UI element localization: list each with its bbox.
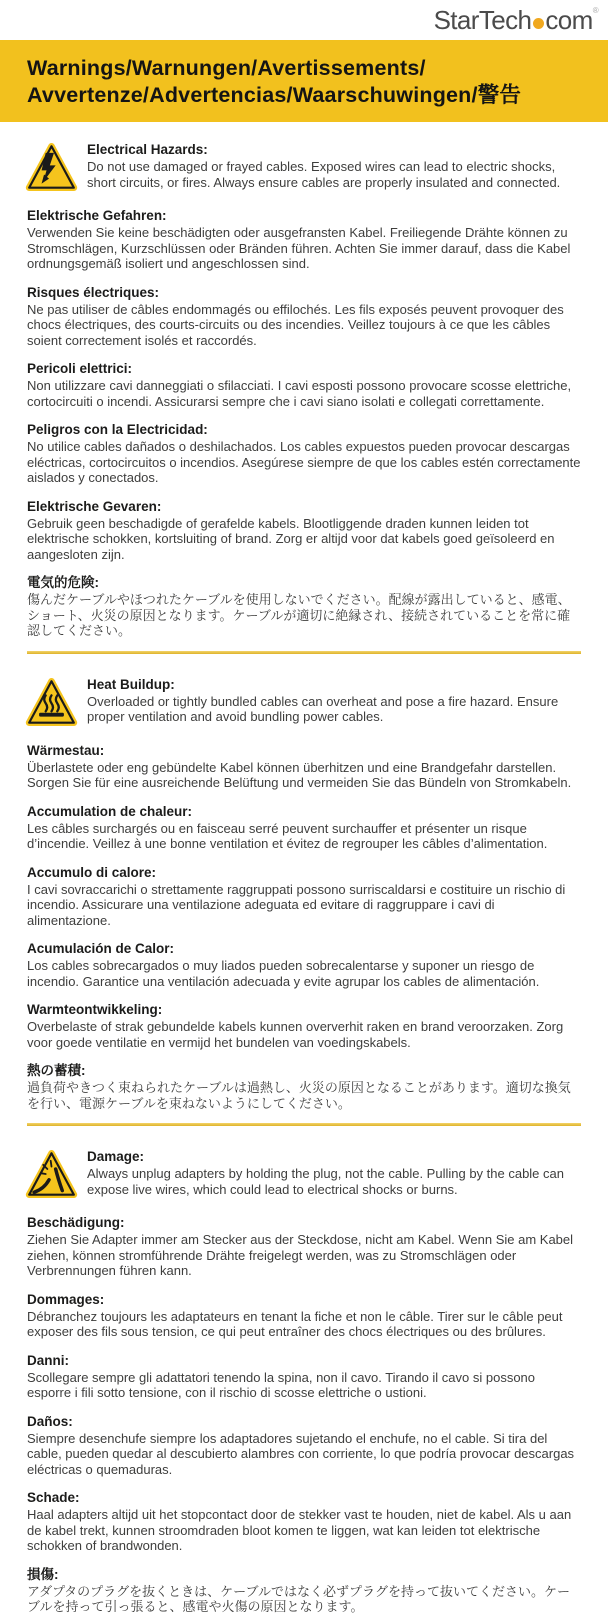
paragraph-body: I cavi sovraccarichi o strettamente raggruppati possono surriscaldarsi e costituire un rischio di incendio. Assicurare una ventilazione adeguata ed evitare di raggruppare i cavi di alimentazione. bbox=[27, 881, 566, 928]
heat-hazard-icon bbox=[25, 674, 78, 730]
section-lead bbox=[25, 674, 581, 730]
paragraph-body: Haal adapters altijd uit het stopcontact door de stekker vast te houden, niet de kabel. Als u aan de kabel trekt, kunnen stroomdraden bloot komen te liggen, wat kan leiden tot elektrische schokken of brandwonden. bbox=[27, 1507, 572, 1553]
section-electrical-hazards bbox=[27, 139, 581, 639]
section-heat-buildup bbox=[27, 674, 581, 1112]
paragraph-title: Schade: bbox=[27, 1490, 80, 1505]
paragraph-body: Siempre desenchufe siempre los adaptadores sujetando el enchufe, no el cable. Si tira del cable, pueden quedar al descubierto alambres con corriente, lo que podría provocar descargas eléctricas o quemaduras. bbox=[27, 1430, 575, 1477]
language-paragraph bbox=[27, 422, 581, 486]
paragraph-title: Risques électriques: bbox=[27, 284, 160, 300]
paragraph-title: Danni: bbox=[27, 1352, 69, 1368]
section-divider bbox=[27, 651, 581, 654]
paragraph-title: Daños: bbox=[27, 1413, 73, 1429]
paragraph-title: Pericoli elettrici: bbox=[27, 361, 133, 376]
header bbox=[0, 0, 608, 40]
paragraph-body: アダプタのプラグを抜くときは、ケーブルではなく必ずプラグを持って抜いてください。ケーブルを持って引っ張ると、感電や火傷の原因となります。 bbox=[27, 1583, 571, 1614]
language-paragraphs bbox=[27, 1215, 581, 1615]
section-divider bbox=[27, 1123, 581, 1126]
language-paragraph bbox=[27, 804, 581, 852]
paragraph-title: Warmteontwikkeling: bbox=[27, 1002, 163, 1017]
logo-dot-icon bbox=[533, 18, 544, 29]
language-paragraph bbox=[27, 1414, 581, 1478]
paragraph-body: Les câbles surchargés ou en faisceau serré peuvent surchauffer et présenter un risque d’incendie. Veillez à une bonne ventilation et évitez de regrouper les câbles d’alimentation. bbox=[27, 820, 548, 851]
paragraph-body: Scollegare sempre gli adattatori tenendo la spina, non il cavo. Tirando il cavo si possono esporre i fili sotto tensione, con il rischio di scosse elettriche o ustioni. bbox=[27, 1369, 536, 1400]
language-paragraph bbox=[27, 361, 581, 409]
paragraph-title: 熱の蓄積: bbox=[27, 1063, 86, 1078]
paragraph-body: Verwenden Sie keine beschädigten oder ausgefransten Kabel. Freiliegende Drähte können zu Stromschlägen, Kurzschlüssen oder Bränden führen. Achten Sie immer darauf, dass die Kabel ordnungsgemäß isoliert und angeschlossen sind. bbox=[27, 225, 571, 271]
language-paragraph bbox=[27, 285, 581, 349]
paragraph-title: Accumulo di calore: bbox=[27, 864, 157, 880]
language-paragraph bbox=[27, 208, 581, 272]
startech-logo bbox=[434, 7, 598, 33]
section-lead bbox=[25, 1146, 581, 1202]
section-damage bbox=[27, 1146, 581, 1615]
registered-mark: ® bbox=[592, 6, 598, 15]
banner-title-line1: Warnings/Warnungen/Avertissements/ bbox=[27, 56, 426, 80]
paragraph-title: Peligros con la Electricidad: bbox=[27, 422, 208, 437]
section-title: Damage: bbox=[87, 1149, 145, 1164]
language-paragraph bbox=[27, 1353, 581, 1401]
paragraph-body: Débranchez toujours les adaptateurs en tenant la fiche et non le câble. Tirer sur le câble peut exposer des fils sous tension, ce qui peut entraîner des chocs électriques ou des brûlures. bbox=[27, 1308, 563, 1339]
paragraph-title: 損傷: bbox=[27, 1566, 59, 1582]
paragraph-body: Ne pas utiliser de câbles endommagés ou effilochés. Les fils exposés peuvent provoquer des chocs électriques, des courts-circuits ou des incendies. Veillez toujours à ce que les câbles soient correctement isolés et raccordés. bbox=[27, 301, 564, 348]
language-paragraph bbox=[27, 941, 581, 989]
paragraph-body: Overbelaste of strak gebundelde kabels kunnen oververhit raken en brand veroorzaken. Zorg voor goede ventilatie en vermijd het bundelen van voedingskabels. bbox=[27, 1019, 564, 1050]
language-paragraphs bbox=[27, 208, 581, 639]
language-paragraph bbox=[27, 1215, 581, 1279]
paragraph-title: Beschädigung: bbox=[27, 1215, 125, 1230]
language-paragraph bbox=[27, 1567, 581, 1615]
paragraph-body: No utilice cables dañados o deshilachados. Los cables expuestos pueden provocar descargas eléctricas, cortocircuitos o incendios. Asegúrese siempre de que los cables estén correctamente aislados y conectados. bbox=[27, 439, 581, 485]
section-lead-body: Overloaded or tightly bundled cables can overheat and pose a fire hazard. Ensure proper ventilation and avoid bundling power cables. bbox=[87, 693, 559, 724]
electric-hazard-icon bbox=[25, 139, 78, 195]
banner-title-line2: Avvertenze/Advertencias/Waarschuwingen/警告 bbox=[27, 83, 522, 107]
warnings-banner bbox=[0, 40, 608, 122]
section-lead-body: Do not use damaged or frayed cables. Exposed wires can lead to electric shocks, short circuits, or fires. Always ensure cables are properly insulated and connected. bbox=[87, 159, 561, 190]
paragraph-title: Elektrische Gevaren: bbox=[27, 498, 162, 514]
paragraph-title: Elektrische Gefahren: bbox=[27, 208, 167, 223]
section-title: Electrical Hazards: bbox=[87, 142, 208, 157]
paragraph-title: Acumulación de Calor: bbox=[27, 941, 175, 956]
language-paragraph bbox=[27, 575, 581, 639]
logo-text-com: com bbox=[545, 5, 593, 35]
paragraph-body: 過負荷やきつく束ねられたケーブルは過熱し、火災の原因となることがあります。適切な換気を行い、電源ケーブルを束ねないようにしてください。 bbox=[27, 1080, 571, 1111]
paragraph-title: Accumulation de chaleur: bbox=[27, 803, 193, 819]
section-lead-body: Always unplug adapters by holding the plug, not the cable. Pulling by the cable can expose live wires, which could lead to electrical shocks or burns. bbox=[87, 1166, 564, 1197]
language-paragraphs bbox=[27, 743, 581, 1112]
paragraph-body: Los cables sobrecargados o muy liados pueden sobrecalentarse y suponer un riesgo de incendio. Garantice una ventilación adecuada y evite agrupar los cables de alimentación. bbox=[27, 958, 540, 989]
paragraph-body: Überlastete oder eng gebündelte Kabel können überhitzen und eine Brandgefahr darstellen. Sorgen Sie für eine ausreichende Belüftung und vermeiden Sie das Bündeln von Stromkabeln. bbox=[27, 759, 572, 790]
language-paragraph bbox=[27, 1063, 581, 1111]
section-title: Heat Buildup: bbox=[87, 676, 175, 692]
language-paragraph bbox=[27, 743, 581, 791]
content bbox=[0, 139, 608, 1621]
paragraph-title: Dommages: bbox=[27, 1291, 105, 1307]
paragraph-body: Ziehen Sie Adapter immer am Stecker aus der Steckdose, nicht am Kabel. Wenn Sie am Kabel ziehen, können stromführende Drähte freigelegt werden, was zu Stromschlägen oder Verbrennungen führen kann. bbox=[27, 1232, 574, 1278]
paragraph-title: 電気的危険: bbox=[27, 575, 99, 590]
language-paragraph bbox=[27, 499, 581, 563]
cable-damage-icon bbox=[25, 1146, 78, 1202]
section-lead bbox=[25, 139, 581, 195]
paragraph-body: Gebruik geen beschadigde of gerafelde kabels. Blootliggende draden kunnen leiden tot elektrische schokken, kortsluiting of brand. Zorg er altijd voor dat kabels goed geïsoleerd en aangesloten zijn. bbox=[27, 515, 555, 562]
language-paragraph bbox=[27, 1002, 581, 1050]
paragraph-body: Non utilizzare cavi danneggiati o sfilacciati. I cavi esposti possono provocare scosse elettriche, cortocircuiti o incendi. Assicurarsi sempre che i cavi siano isolati e collegati correttamente. bbox=[27, 378, 572, 409]
logo-text-star: StarTech bbox=[433, 5, 532, 35]
language-paragraph bbox=[27, 865, 581, 929]
language-paragraph bbox=[27, 1292, 581, 1340]
paragraph-title: Wärmestau: bbox=[27, 742, 105, 758]
paragraph-body: 傷んだケーブルやほつれたケーブルを使用しないでください。配線が露出していると、感電、ショート、火災の原因となります。ケーブルが適切に絶縁され、接続されていることを常に確認してください。 bbox=[27, 592, 571, 638]
